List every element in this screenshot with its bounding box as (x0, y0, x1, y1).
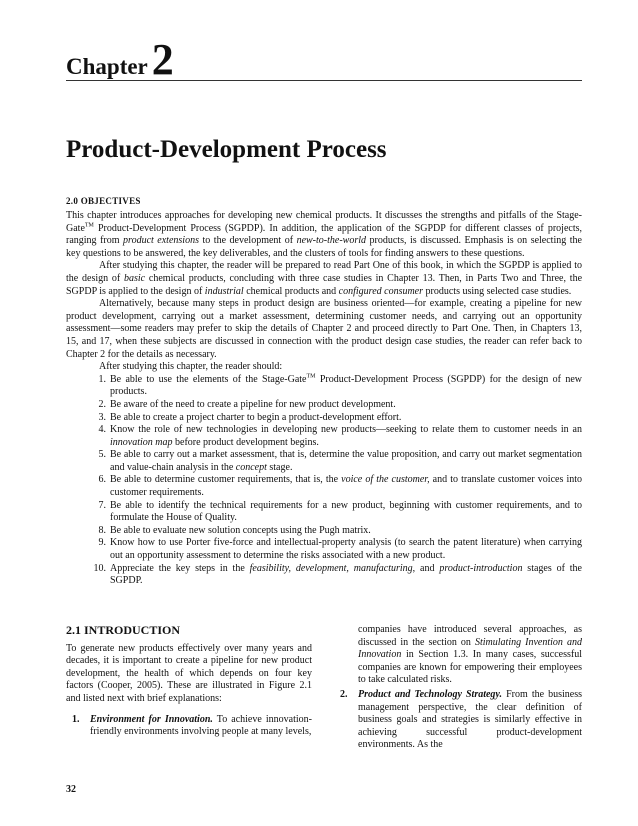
list-item: 3. Be able to create a project charter to begin a product-development effort. (98, 411, 402, 423)
header-rule (66, 80, 582, 81)
page-number: 32 (66, 784, 76, 795)
list-item-continuation: companies have introduced several approaches, as discussed in the section on Stimulating Invention and Innovation in Section 1.3. In many cases, successful companies are known for empowering their employees to take calculated risks. (358, 624, 582, 686)
list-item: 9. Know how to use Porter five-force and intellectual-property analysis (to search the patent literature) when carrying out an opportunity assessment to determine the risks associated with a new product. (98, 537, 582, 562)
chapter-word: Chapter (66, 54, 148, 79)
list-item: 1. Environment for Innovation. To achieve innovation-friendly environments involving people at many levels, (72, 713, 312, 738)
chapter-heading (66, 34, 174, 85)
introduction-heading: 2.1 INTRODUCTION (66, 623, 181, 637)
chapter-number: 2 (151, 35, 174, 84)
list-item: 6. Be able to determine customer requirements, that is, the voice of the customer, and to translate customer voices into customer requirements. (98, 474, 583, 499)
objectives-heading: 2.0 OBJECTIVES (66, 196, 141, 206)
objectives-paragraph-4: After studying this chapter, the reader should: (99, 361, 283, 373)
list-item: 8. Be able to evaluate new solution concepts using the Pugh matrix. (98, 524, 371, 536)
list-item: 4. Know the role of new technologies in developing new products—seeking to relate them to customer needs in an innovation map before product development begins. (98, 424, 582, 448)
list-item: 2. Be aware of the need to create a pipeline for new product development. (98, 398, 396, 410)
objectives-list (66, 374, 582, 588)
objectives-paragraph-1: This chapter introduces approaches for developing new chemical products. It discusses the strengths and pitfalls of the Stage-Gate™ Product-Development Process (SGPDP). In addition, the application of the SGPDP for different classes of projects, ranging from product extensions to the development of new-to-the-world products, is discussed. Emphasis is on selecting the key questions to be answered, the key deliverables, and the clusters of tools for finding answers to these questions. (66, 210, 582, 259)
trademark-symbol: TM (84, 222, 94, 229)
chapter-title: Product-Development Process (66, 136, 387, 163)
right-column (334, 624, 582, 752)
left-column (66, 624, 312, 739)
objectives-paragraph-3: Alternatively, because many steps in product design are business oriented—for example, creating a pipeline for new product development, carrying out a market assessment, determining customer needs, and carrying out an opportunity assessment—some readers may prefer to skip the details of Chapter 2 and proceed directly to Part One. Then, in Chapters 13, 15, and 17, when these subjects are discussed in connection with the product design case studies, the reader can refer back to Chapter 2 for the details as necessary. (66, 298, 582, 360)
objectives-body (66, 210, 582, 588)
list-item: 7. Be able to identify the technical requirements for a new product, beginning with customer requirements, and to formulate the House of Quality. (98, 499, 582, 524)
list-item: 2. Product and Technology Strategy. From the business management perspective, the clear definition of business goals and strategies is similarly effective in achieving successful product-development environments. As the (340, 688, 583, 751)
list-item: 10. Appreciate the key steps in the feasibility, development, manufacturing, and product-introduction stages of the SGPDP. (93, 562, 582, 587)
introduction-paragraph: To generate new products effectively over many years and decades, it is important to create a pipeline for new product development, the health of which depends on four key factors (Cooper, 2005). These are illustrated in Figure 2.1 and listed next with brief explanations: (66, 642, 312, 704)
list-item: 1. Be able to use the elements of the Stage-Gate™ Product-Development Process (SGPDP) for the design of new products. (98, 373, 582, 398)
list-item: 5. Be able to carry out a market assessment, that is, determine the value proposition, and carry out market segmentation and value-chain analysis in the concept stage. (98, 449, 582, 473)
objectives-paragraph-2: After studying this chapter, the reader will be prepared to read Part One of this book, in which the SGPDP is applied to the design of basic chemical products, concluding with three case studies in Chapter 13. Then, in Parts Two and Three, the SGPDP is applied to the design of industrial chemical products and configured consumer products using selected case studies. (66, 260, 583, 297)
